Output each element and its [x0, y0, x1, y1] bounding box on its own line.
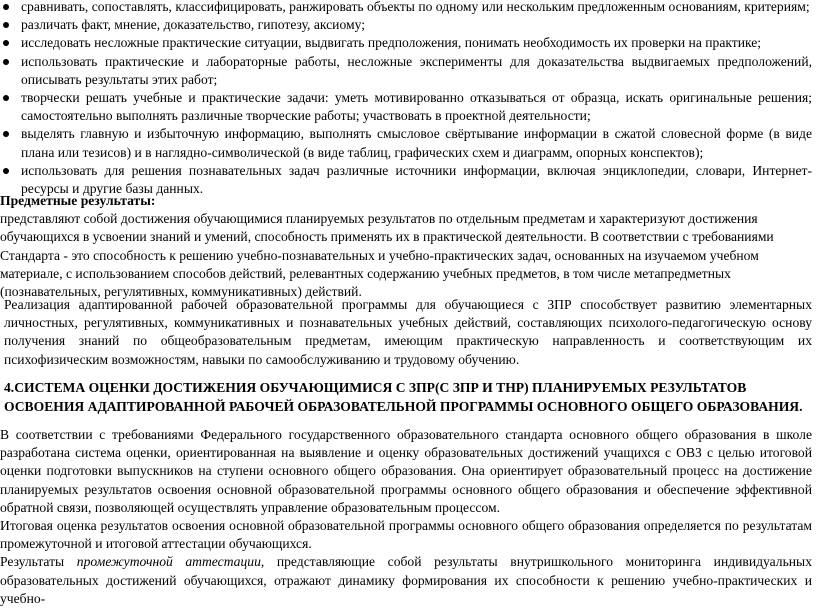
- metasubject-skills-list: [0, 0, 812, 198]
- list-item-text: сравнивать, сопоставлять, классифицировать, ранжировать объекты по одному или нескольким предложенным основаниям, критериям;: [21, 0, 810, 14]
- list-item: [0, 89, 812, 125]
- paragraph-text: Результаты: [0, 554, 77, 570]
- bullet-icon: [3, 168, 9, 174]
- list-item-text: творчески решать учебные и практические задачи: уметь мотивированно отказываться от образца, искать оригинальные решения; самостоятельно выполнять различные творческие работы; участвовать в проектной деятельности;: [21, 90, 812, 124]
- subject-results-section: [0, 192, 812, 301]
- list-item-text: выделять главную и избыточную информацию, выполнять смысловое свёртывание информации в сжатой словесной форме (в виде плана или тезисов) и в наглядно-символической (в виде таблиц, графических схем и диаграмм, опорных конспектов);: [21, 126, 812, 160]
- bullet-icon: [3, 59, 9, 65]
- section-4-body: [0, 426, 812, 608]
- list-item-text: исследовать несложные практические ситуации, выдвигать предположения, понимать необходимость их проверки на практике;: [21, 35, 762, 51]
- list-item: [0, 0, 812, 16]
- subject-results-heading: Предметные результаты:: [0, 193, 156, 208]
- subject-results-text: представляют собой достижения обучающимися планируемых результатов по отдельным предметам и характеризуют достижения обучающихся в усвоении знаний и умений, способность применять их в практической деятельности. В соответствии с требованиями Стандарта - это способность к решению учебно-познавательных и учебно-практических задач, основанных на изучаемом учебном материале, с использованием способов действий, релевантных содержанию учебных предметов, в том числе метапредметных (познавательных, регулятивных, коммуникативных) действий.: [0, 211, 774, 300]
- italic-term: промежуточной аттестации: [76, 554, 261, 570]
- section-4-paragraph: В соответствии с требованиями Федерального государственного образовательного стандарта основного общего образования в школе разработана система оценки, ориентированная на выявление и оценку образовательных достижений учащихся с ОВЗ с целью итоговой оценки подготовки выпускников на ступени основного общего образования. Она ориентирует образовательный процесс на достижение планируемых результатов освоения основной образовательной программы основного общего образования и обеспечение эффективной обратной связи, позволяющей осуществлять управление образовательным процессом.: [0, 427, 812, 515]
- list-item-text: использовать практические и лабораторные работы, несложные эксперименты для доказательства выдвигаемых предположений, описывать результаты этих работ;: [21, 53, 812, 87]
- bullet-icon: [3, 40, 9, 46]
- bullet-icon: [3, 4, 9, 10]
- bullet-icon: [3, 22, 9, 28]
- bullet-icon: [3, 131, 9, 137]
- list-item: [0, 53, 812, 89]
- realization-paragraph: Реализация адаптированной рабочей образовательной программы для обучающиеся с ЗПР способствует развитию элементарных личностных, регулятивных, коммуникативных и познавательных учебных действий, составляющих психолого-педагогическую основу получения знаний по общеобразовательным предметам, имеющим практическую направленность и соответствующим их психофизическим возможностям, навыки по самообслуживанию и трудовому обучению.: [4, 297, 812, 367]
- paragraph-text: , представляющие собой результаты внутришкольного мониторинга индивидуальных образовательных достижений обучающихся, отражают динамику формирования их способности к решению учебно-практических и учебно-: [0, 554, 812, 606]
- section-4-paragraph: Итоговая оценка результатов освоения основной образовательной программы основного общего образования определяется по результатам промежуточной и итоговой аттестации обучающихся.: [0, 518, 812, 552]
- section-4-title: 4.СИСТЕМА ОЦЕНКИ ДОСТИЖЕНИЯ ОБУЧАЮЩИМИСЯ С ЗПР(С ЗПР И ТНР) ПЛАНИРУЕМЫХ РЕЗУЛЬТАТОВ ОСВОЕНИЯ АДАПТИРОВАННОЙ РАБОЧЕЙ ОБРАЗОВАТЕЛЬНОЙ ПРОГРАММЫ ОСНОВНОГО ОБЩЕГО ОБРАЗОВАНИЯ.: [4, 380, 803, 414]
- section-4-paragraph: [0, 553, 812, 608]
- list-item: [0, 16, 812, 34]
- list-item-text: использовать для решения познавательных задач различные источники информации, включая энциклопедии, словари, Интернет-ресурсы и другие базы данных.: [21, 162, 812, 197]
- list-item: [0, 125, 812, 161]
- list-item-text: различать факт, мнение, доказательство, гипотезу, аксиому;: [21, 17, 365, 33]
- list-item: [0, 34, 812, 52]
- bullet-icon: [3, 95, 9, 101]
